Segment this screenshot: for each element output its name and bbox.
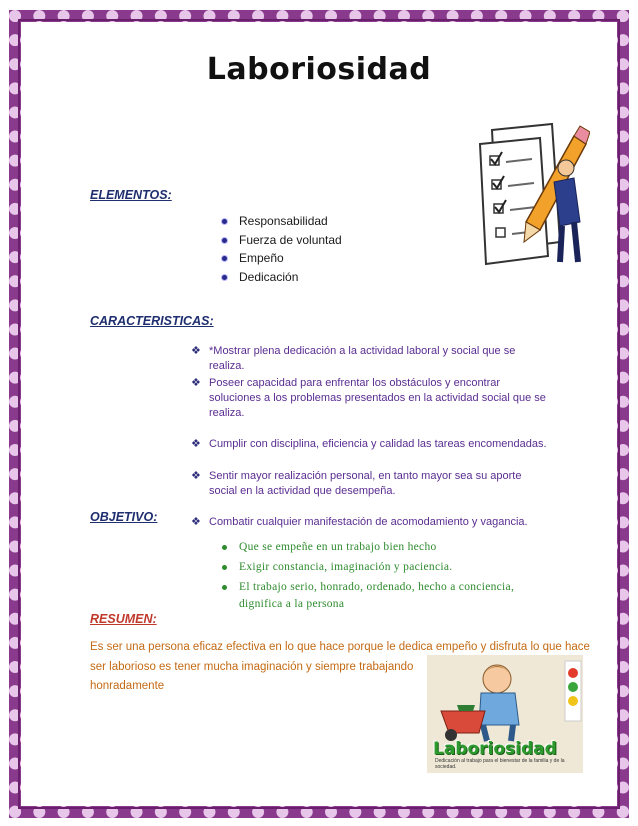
resumen-line: honradamente [90,680,165,692]
bullet-icon [222,256,227,261]
list-item: El trabajo serio, honrado, ordenado, hecho a conciencia, dignifica a la persona [222,579,552,613]
list-item: Que se empeñe en un trabajo bien hecho [222,539,552,556]
list-item: ❖ Sentir mayor realización personal, en tanto mayor sea su aporte social en la actividad que desempeña. [191,470,522,497]
list-item: Empeño [222,249,342,268]
list-item: ❖ Poseer capacidad para enfrentar los obstáculos y encontrar soluciones a los problemas presentados en la actividad social que se realiza. [191,377,546,419]
diamond-bullet-icon: ❖ [191,345,201,357]
caracteristicas-list [191,344,551,530]
elementos-heading: ELEMENTOS: [90,188,172,202]
poster-image [427,655,583,773]
diamond-bullet-icon: ❖ [191,377,201,389]
bullet-icon [222,219,227,224]
diamond-bullet-icon: ❖ [191,516,201,528]
resumen-line: ser laborioso es tener mucha imaginación y siempre trabajando [90,660,414,673]
list-item: ❖ Cumplir con disciplina, eficiencia y calidad las tareas encomendadas. [191,438,547,450]
list-item: Responsabilidad [222,212,342,231]
list-item: Dedicación [222,268,342,287]
objetivo-heading: OBJETIVO: [90,510,158,524]
list-item: ❖ *Mostrar plena dedicación a la actividad laboral y social que se realiza. [191,345,516,372]
checklist-illustration [462,122,590,267]
elementos-list [222,212,342,286]
bullet-icon [222,545,227,550]
resumen-line: Es ser una persona eficaz efectiva en lo que hace porque le dedica empeño y disfruta lo que hace [90,641,590,653]
objetivo-list [222,539,552,613]
bullet-icon [222,275,227,280]
list-item: ❖ Combatir cualquier manifestación de acomodamiento y vagancia. [191,516,528,528]
caracteristicas-heading: CARACTERISTICAS: [90,314,214,328]
bullet-icon [222,238,227,243]
page-title: Laboriosidad [206,52,432,87]
list-item: Exigir constancia, imaginación y paciencia. [222,559,552,576]
diamond-bullet-icon: ❖ [191,470,201,482]
list-item: Fuerza de voluntad [222,231,342,250]
poster-caption: Dedicación al trabajo para el bienestar de la familia y de la sociedad. [435,758,565,770]
bullet-icon [222,585,227,590]
poster-logo-text: Laboriosidad [433,739,557,759]
bullet-icon [222,565,227,570]
diamond-bullet-icon: ❖ [191,438,201,450]
resumen-heading: RESUMEN: [90,612,157,626]
